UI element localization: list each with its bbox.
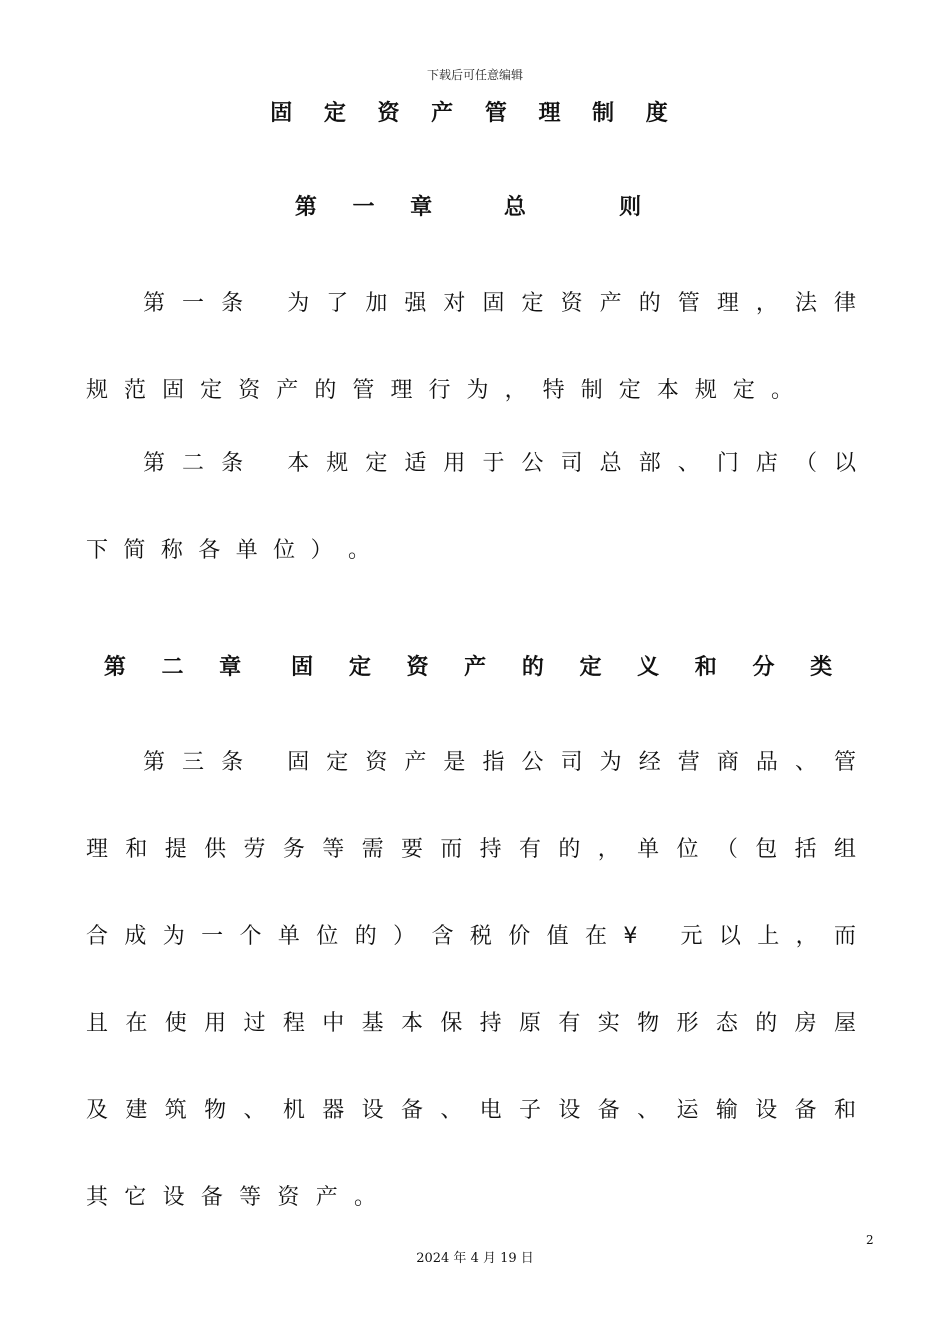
chapter-1-heading: 第 一 章 总 则 — [294, 195, 656, 220]
document-title: 固 定 资 产 管 理 制 度 — [270, 101, 680, 126]
chapter-2-heading: 第 二 章 固 定 资 产 的 定 义 和 分 类 — [103, 655, 847, 680]
article-1-line-2: 规 范 固 定 资 产 的 管 理 行 为 ， 特 制 定 本 规 定 。 — [86, 378, 793, 403]
article-3-line-2: 理 和 提 供 劳 务 等 需 要 而 持 有 的 ， 单 位 （ 包 括 组 — [86, 837, 856, 862]
article-1-line-1: 第 一 条 为 了 加 强 对 固 定 资 产 的 管 理 ， 法 律 — [143, 291, 856, 316]
article-3-line-1: 第 三 条 固 定 资 产 是 指 公 司 为 经 营 商 品 、 管 — [143, 750, 856, 775]
article-3-line-4: 且 在 使 用 过 程 中 基 本 保 持 原 有 实 物 形 态 的 房 屋 — [86, 1011, 856, 1036]
header-note: 下载后可任意编辑 — [426, 68, 523, 82]
article-2-line-1: 第 二 条 本 规 定 适 用 于 公 司 总 部 、 门 店 （ 以 — [143, 451, 856, 476]
article-3-line-3: 合 成 为 一 个 单 位 的 ） 含 税 价 值 在 ¥ 元 以 上 ， 而 — [86, 924, 856, 949]
article-3-line-5: 及 建 筑 物 、 机 器 设 备 、 电 子 设 备 、 运 输 设 备 和 — [86, 1098, 856, 1123]
footer-date: 2024 年 4 月 19 日 — [416, 1251, 534, 1266]
article-3-line-6: 其 它 设 备 等 资 产 。 — [86, 1185, 376, 1210]
page-number: 2 — [866, 1233, 874, 1247]
article-2-line-2: 下 简 称 各 单 位 ） 。 — [86, 538, 370, 563]
